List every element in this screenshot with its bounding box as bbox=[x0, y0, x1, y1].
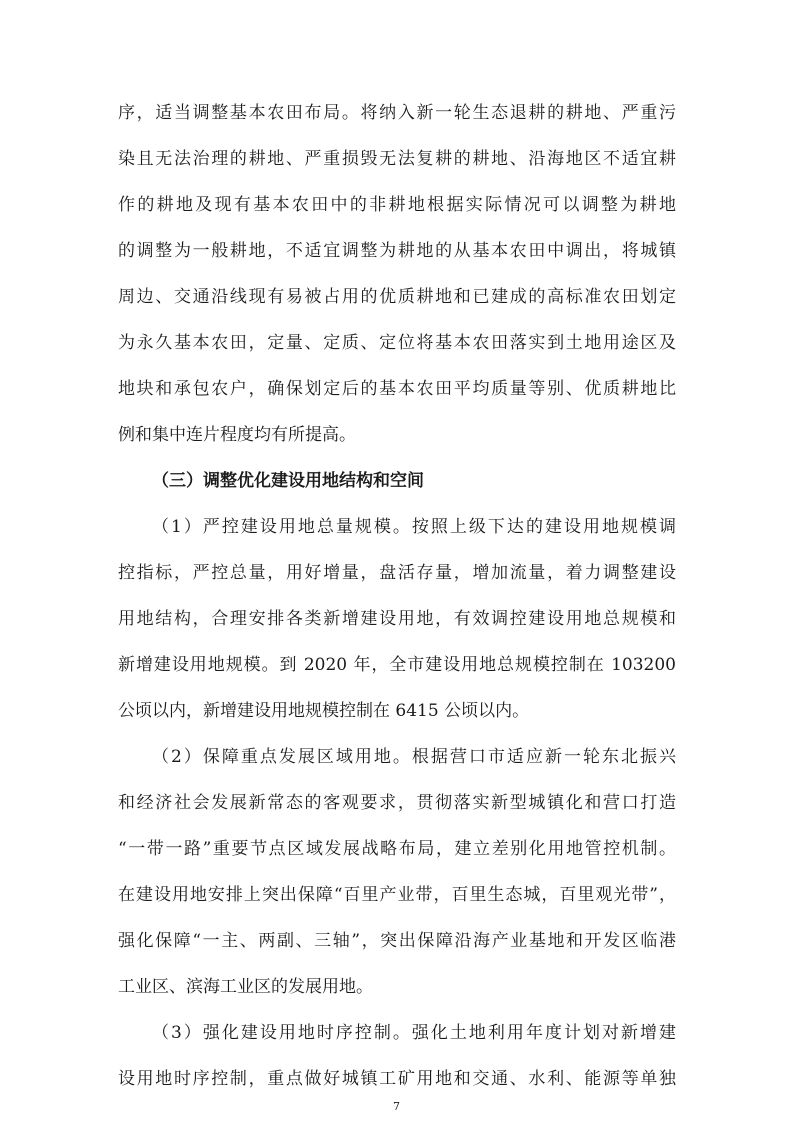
paragraph-line: 地块和承包农户，确保划定后的基本农田平均质量等别、优质耕地比 bbox=[118, 379, 676, 399]
paragraph-line: 控指标，严控总量，用好增量，盘活存量，增加流量，着力调整建设 bbox=[118, 563, 676, 583]
paragraph-line: 新增建设用地规模。到 2020 年，全市建设用地总规模控制在 103200 bbox=[118, 655, 676, 675]
paragraph-line: 用地结构，合理安排各类新增建设用地，有效调控建设用地总规模和 bbox=[118, 609, 676, 629]
paragraph-line: 染且无法治理的耕地、严重损毁无法复耕的耕地、沿海地区不适宜耕 bbox=[118, 149, 676, 169]
paragraph-line: 设用地时序控制，重点做好城镇工矿用地和交通、水利、能源等单独 bbox=[118, 1069, 676, 1089]
paragraph-line: 的调整为一般耕地，不适宜调整为耕地的从基本农田中调出，将城镇 bbox=[118, 241, 676, 261]
paragraph-line: 强化保障“一主、两副、三轴”，突出保障沿海产业基地和开发区临港 bbox=[118, 931, 676, 951]
paragraph-line: 为永久基本农田，定量、定质、定位将基本农田落实到土地用途区及 bbox=[118, 333, 676, 353]
paragraph-line: “一带一路”重要节点区域发展战略布局，建立差别化用地管控机制。 bbox=[118, 839, 676, 859]
paragraph-line: 和经济社会发展新常态的客观要求，贯彻落实新型城镇化和营口打造 bbox=[118, 793, 676, 813]
page-number: 7 bbox=[393, 1100, 400, 1113]
paragraph-line: （1）严控建设用地总量规模。按照上级下达的建设用地规模调 bbox=[152, 517, 676, 537]
paragraph-line: 例和集中连片程度均有所提高。 bbox=[118, 425, 356, 445]
paragraph-line: 工业区、滨海工业区的发展用地。 bbox=[118, 977, 373, 997]
paragraph-line: 在建设用地安排上突出保障“百里产业带，百里生态城，百里观光带”， bbox=[118, 885, 676, 905]
paragraph-line: 序，适当调整基本农田布局。将纳入新一轮生态退耕的耕地、严重污 bbox=[118, 103, 676, 123]
paragraph-line: （3）强化建设用地时序控制。强化土地利用年度计划对新增建 bbox=[152, 1023, 676, 1043]
paragraph-line: 作的耕地及现有基本农田中的非耕地根据实际情况可以调整为耕地 bbox=[118, 195, 676, 215]
paragraph-line: （2）保障重点发展区域用地。根据营口市适应新一轮东北振兴 bbox=[152, 747, 676, 767]
section-heading: （三）调整优化建设用地结构和空间 bbox=[152, 471, 424, 491]
paragraph-line: 公顷以内，新增建设用地规模控制在 6415 公顷以内。 bbox=[118, 701, 530, 721]
paragraph-line: 周边、交通沿线现有易被占用的优质耕地和已建成的高标准农田划定 bbox=[118, 287, 676, 307]
